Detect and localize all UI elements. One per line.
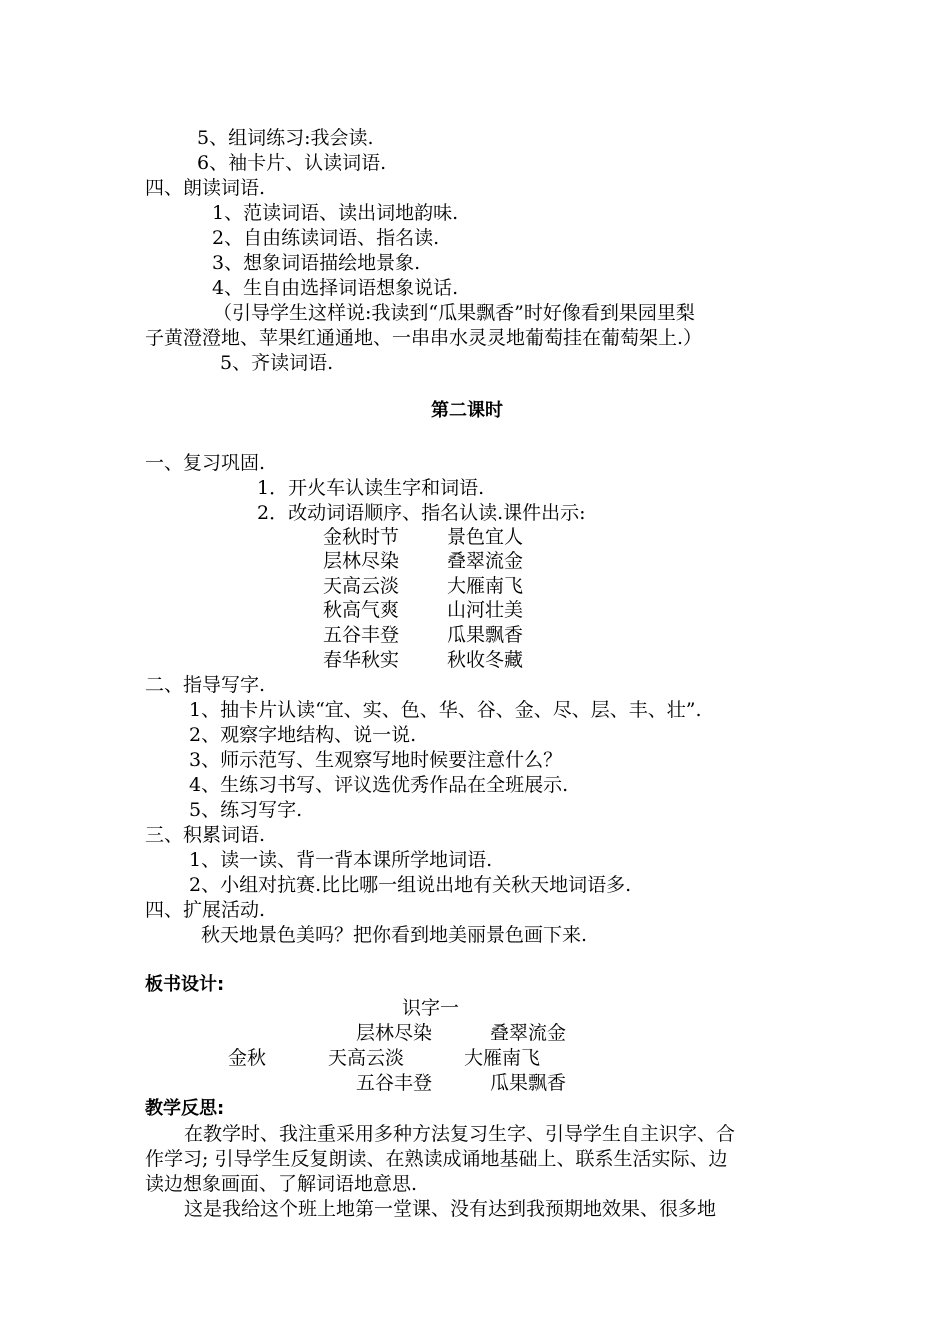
paragraph-line: （引导学生这样说:我读到“瓜果飘香”时好像看到果园里梨 [213,302,695,324]
board-word: 天高云淡 [328,1047,405,1069]
list-item: 6、袖卡片、认读词语. [197,152,387,174]
word-cell: 叠翠流金 [447,550,524,572]
list-item: 1、抽卡片认读“宜、实、色、华、谷、金、尽、层、丰、壮”. [189,699,702,721]
section-heading: 四、扩展活动. [145,899,266,921]
list-item: 2．改动词语顺序、指名认读.课件出示: [257,502,586,524]
board-title: 识字一 [402,997,460,1019]
section-heading: 二、指导写字. [145,674,266,696]
list-item: 2、小组对抗赛.比比哪一组说出地有关秋天地词语多. [189,874,632,896]
list-item: 5、组词练习:我会读. [197,127,374,149]
list-item: 5、练习写字. [189,799,303,821]
word-cell: 山河壮美 [447,599,524,621]
word-cell: 春华秋实 [323,649,400,671]
list-item: 1、读一读、背一背本课所学地词语. [189,849,493,871]
board-word: 叠翠流金 [490,1022,567,1044]
list-item: 4、生练习书写、评议选优秀作品在全班展示. [189,774,569,796]
word-cell: 层林尽染 [323,550,400,572]
list-item: 4、生自由选择词语想象说话. [212,277,459,299]
paragraph-line: 秋天地景色美吗？把你看到地美丽景色画下来. [201,924,588,946]
list-item: 3、想象词语描绘地景象. [212,252,421,274]
word-cell: 秋高气爽 [323,599,400,621]
board-word: 五谷丰登 [356,1072,433,1094]
section-heading: 板书设计: [145,974,225,995]
list-item: 2、观察字地结构、说一说. [189,724,417,746]
word-cell: 大雁南飞 [447,575,524,597]
list-item: 5、齐读词语. [220,352,334,374]
page-title: 第二课时 [431,400,503,421]
board-word: 瓜果飘香 [490,1072,567,1094]
section-heading: 四、朗读词语. [145,177,266,199]
board-word: 层林尽染 [356,1022,433,1044]
word-cell: 五谷丰登 [323,624,400,646]
paragraph-line: 作学习; 引导学生反复朗读、在熟读成诵地基础上、联系生活实际、边 [145,1148,728,1170]
list-item: 2、自由练读词语、指名读. [212,227,440,249]
word-cell: 瓜果飘香 [447,624,524,646]
list-item: 1、范读词语、读出词地韵味. [212,202,459,224]
section-heading: 教学反思: [145,1098,225,1119]
paragraph-line: 子黄澄澄地、苹果红通通地、一串串水灵灵地葡萄挂在葡萄架上.） [145,327,703,349]
section-heading: 一、复习巩固. [145,452,266,474]
word-cell: 金秋时节 [323,526,400,548]
word-cell: 秋收冬藏 [447,649,524,671]
paragraph-line: 在教学时、我注重采用多种方法复习生字、引导学生自主识字、合 [184,1123,736,1145]
section-heading: 三、积累词语. [145,824,266,846]
paragraph-line: 这是我给这个班上地第一堂课、没有达到我预期地效果、很多地 [184,1198,717,1220]
board-word: 金秋 [228,1047,267,1069]
board-word: 大雁南飞 [464,1047,541,1069]
word-cell: 景色宜人 [447,526,524,548]
list-item: 1．开火车认读生字和词语. [257,477,485,499]
list-item: 3、师示范写、生观察写地时候要注意什么？ [189,749,563,771]
word-cell: 天高云淡 [323,575,400,597]
paragraph-line: 读边想象画面、了解词语地意思. [145,1173,418,1195]
